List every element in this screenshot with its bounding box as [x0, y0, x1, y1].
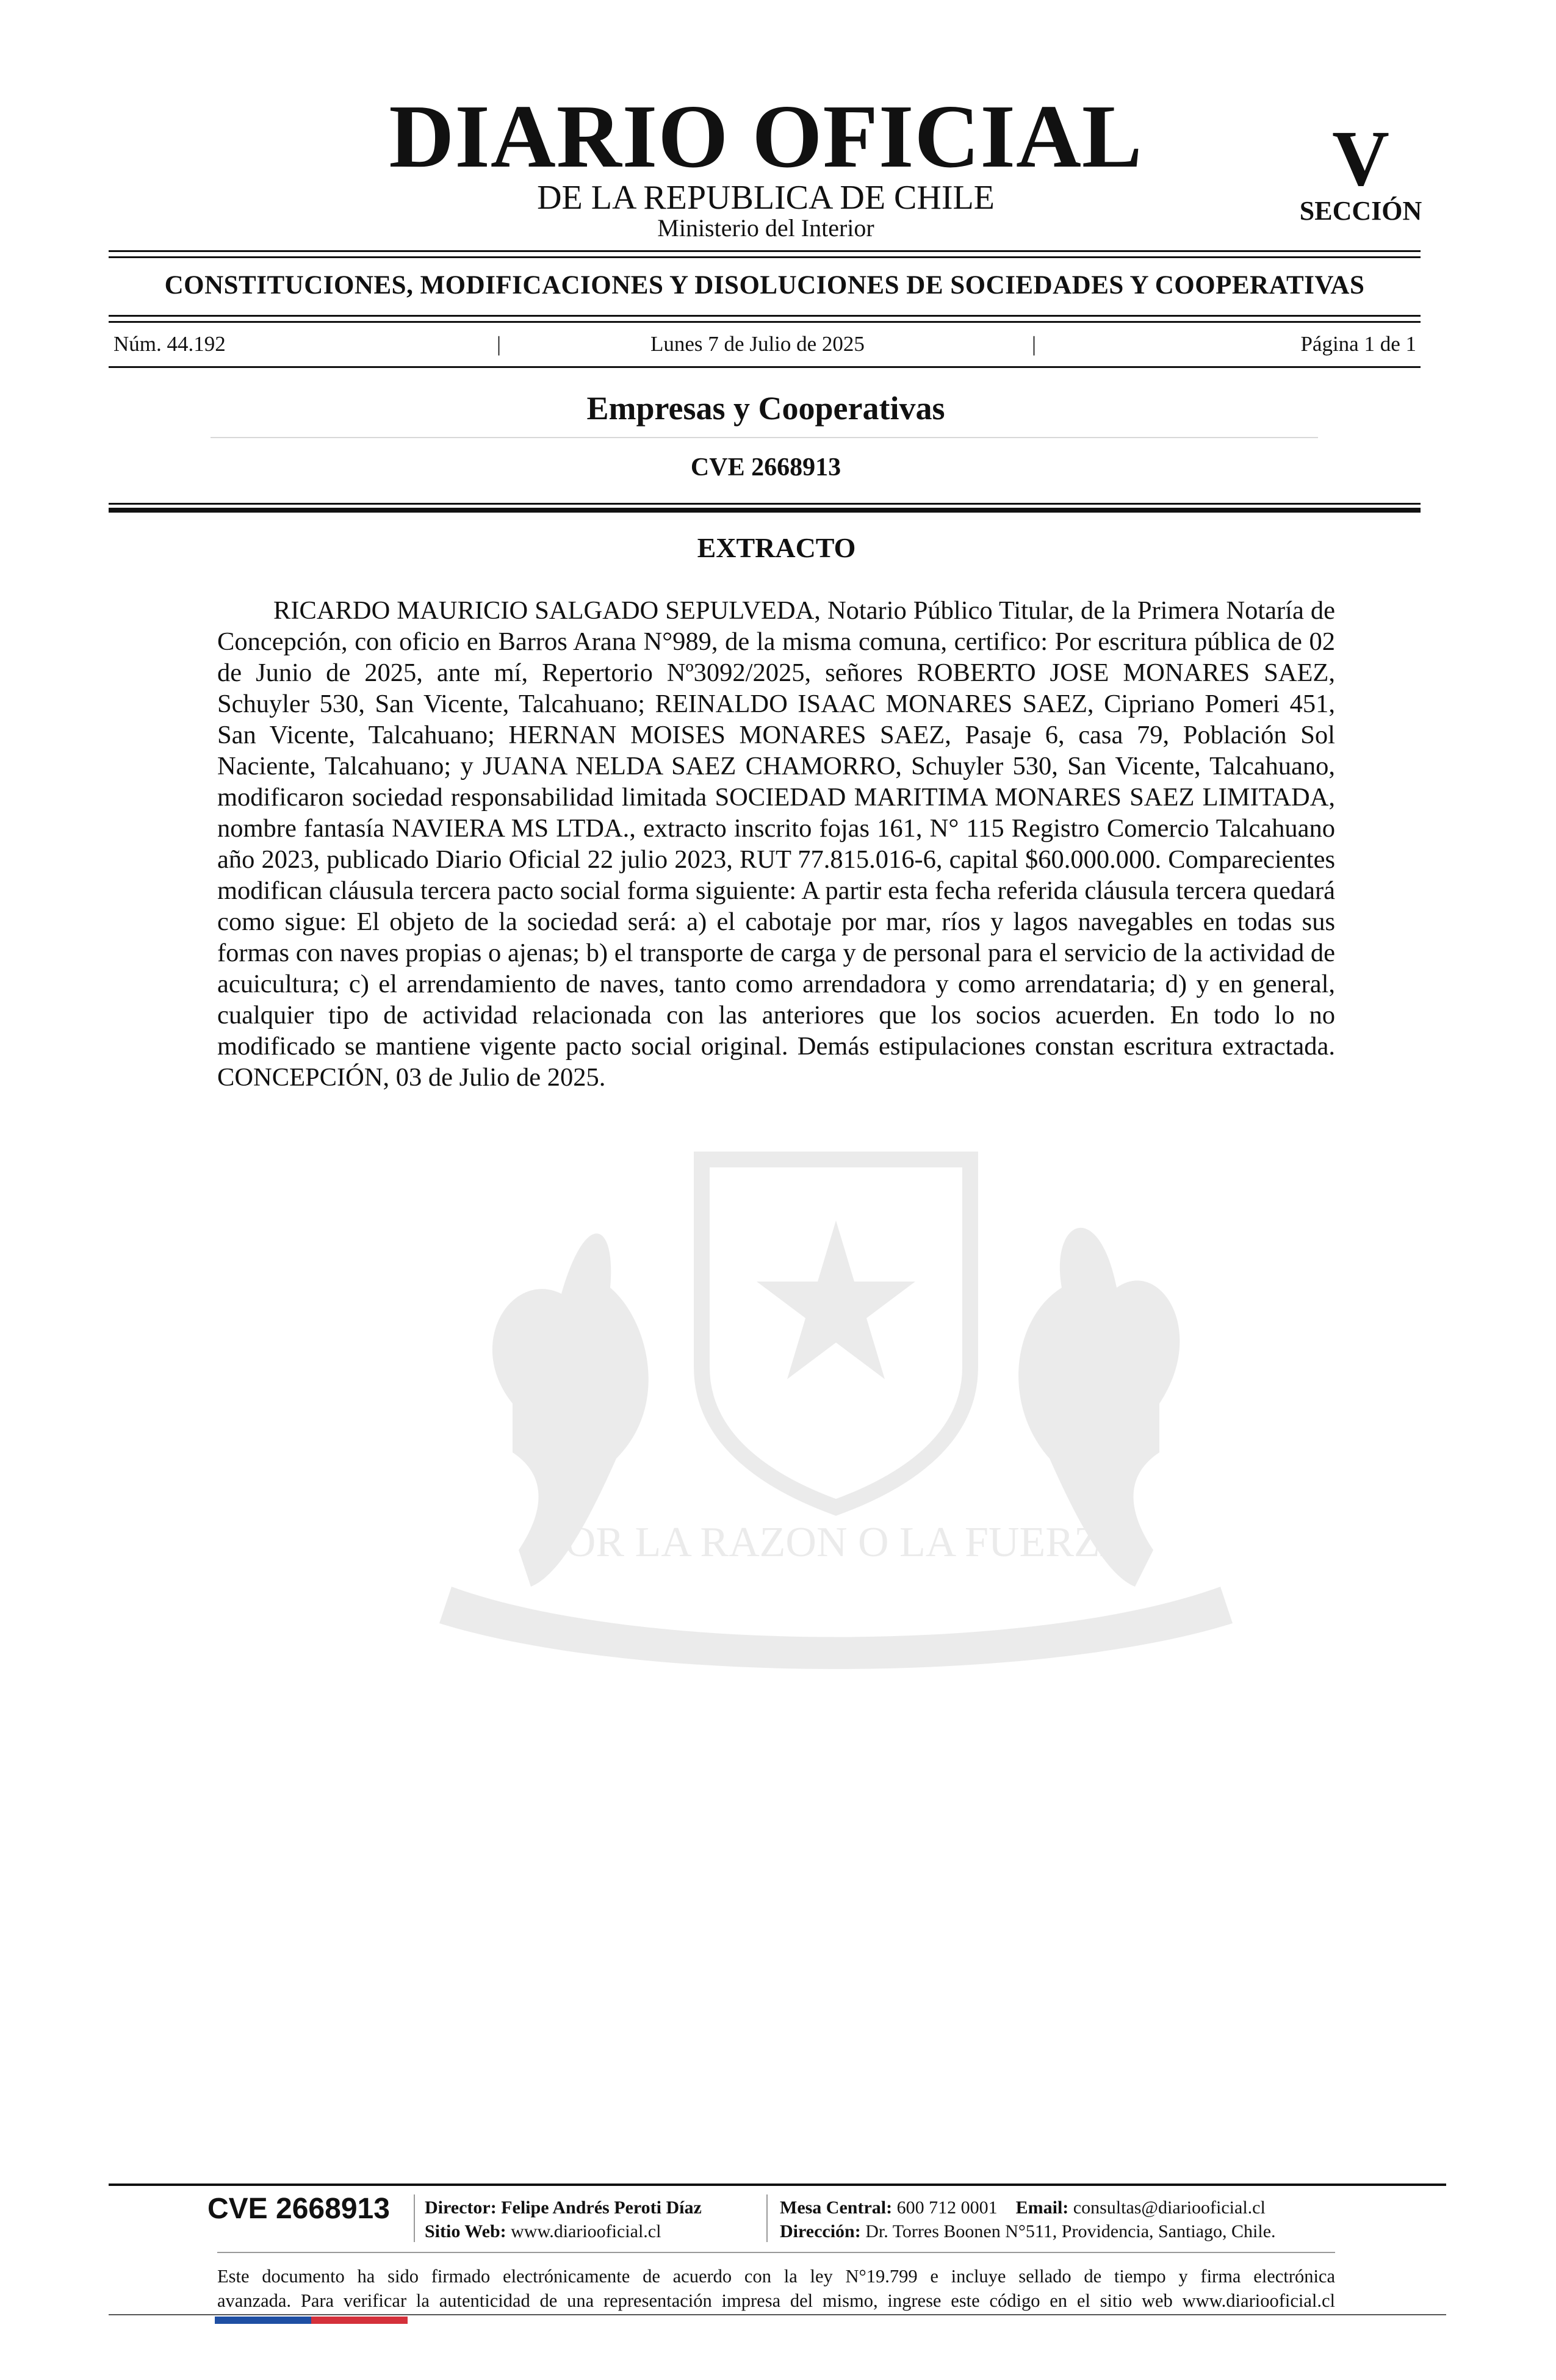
- flag-stripe-blue: [215, 2317, 311, 2324]
- footer-contact-left: [425, 2196, 702, 2243]
- issue-separator: |: [497, 332, 502, 356]
- header-rule-top-2: [109, 256, 1421, 258]
- flag-stripe-red: [311, 2317, 408, 2324]
- phone-value: 600 712 0001: [896, 2198, 998, 2218]
- signature-note-line: Este documento ha sido firmado electrónicamente de acuerdo con la ley N°19.799 e incluye sellado de tiempo y firma electrónica: [217, 2266, 1335, 2287]
- footer-rule: [109, 2183, 1446, 2186]
- footer-cve-code: CVE 2668913: [207, 2193, 390, 2225]
- cve-code: CVE 2668913: [690, 453, 841, 481]
- category-rule-2: [109, 321, 1421, 323]
- site-label: Sitio Web:: [425, 2221, 506, 2241]
- page-number: Página 1 de 1: [1300, 332, 1416, 356]
- footer-divider: [766, 2194, 768, 2242]
- section-letter: V: [1332, 115, 1389, 203]
- content-rule-thick: [109, 508, 1421, 513]
- extract-body: RICARDO MAURICIO SALGADO SEPULVEDA, Notario Público Titular, de la Primera Notaría de Concepción, con oficio en Barros Arana N°989, de la misma comuna, certifico: Por escritura pública de 02 de Junio de 2025, ante mí, Repertorio Nº3092/2025, señores ROBERTO JOSE MONARES SAEZ, Schuyler 530, San Vicente, Talcahuano; REINALDO ISAAC MONARES SAEZ, Cipriano Pomeri 451, San Vicente, Talcahuano; HERNAN MOISES MONARES SAEZ, Pasaje 6, casa 79, Población Sol Naciente, Talcahuano; y JUANA NELDA SAEZ CHAMORRO, Schuyler 530, San Vicente, Talcahuano, modificaron sociedad responsabilidad limitada SOCIEDAD MARITIMA MONARES SAEZ LIMITADA, nombre fantasía NAVIERA MS LTDA., extracto inscrito fojas 161, N° 115 Registro Comercio Talcahuano año 2023, publicado Diario Oficial 22 julio 2023, RUT 77.815.016-6, capital $60.000.000. Comparecientes modifican cláusula tercera pacto social forma siguiente: A partir esta fecha referida cláusula tercera quedará como sigue: El objeto de la sociedad será: a) el cabotaje por mar, ríos y lagos navegables en todas sus formas con naves propias o ajenas; b) el transporte de carga y de personal para el servicio de la actividad de acuicultura; c) el arrendamiento de naves, tanto como arrendadora y como arrendataria; d) y en general, cualquier tipo de actividad relacionada con las anteriores que los socios acuerden. En todo lo no modificado se mantiene vigente pacto social original. Demás estipulaciones constan escritura extractada. CONCEPCIÓN, 03 de Julio de 2025.: [217, 596, 1335, 1092]
- footer-contact-right: [780, 2196, 1276, 2243]
- issue-date: Lunes 7 de Julio de 2025: [650, 332, 865, 356]
- signature-note: [217, 2264, 1335, 2313]
- category-title: CONSTITUCIONES, MODIFICACIONES Y DISOLUCIONES DE SOCIEDADES Y COOPERATIVAS: [164, 271, 1365, 300]
- footer-rule-bottom: [109, 2314, 1446, 2315]
- address-label: Dirección:: [780, 2221, 861, 2241]
- section-title-rule: [211, 437, 1318, 438]
- masthead-title: DIARIO OFICIAL: [389, 87, 1143, 187]
- footer-divider-horizontal: [217, 2252, 1335, 2253]
- section-label: SECCIÓN: [1299, 196, 1422, 226]
- email-label: Email:: [1015, 2198, 1069, 2218]
- header-rule-top: [109, 250, 1421, 252]
- chile-coat-of-arms-icon: [330, 1086, 1342, 1684]
- category-rule: [109, 315, 1421, 317]
- republic-subtitle: DE LA REPUBLICA DE CHILE: [537, 179, 995, 217]
- director-name: Felipe Andrés Peroti Díaz: [501, 2198, 702, 2218]
- issue-separator: |: [1032, 332, 1037, 356]
- phone-label: Mesa Central:: [780, 2198, 893, 2218]
- director-label: Director:: [425, 2198, 497, 2218]
- email-link[interactable]: consultas@diariooficial.cl: [1073, 2198, 1266, 2218]
- content-rule: [109, 503, 1421, 505]
- extract-title: EXTRACTO: [697, 532, 856, 563]
- address-value: Dr. Torres Boonen N°511, Providencia, Santiago, Chile.: [865, 2221, 1276, 2241]
- ministry-subtitle: Ministerio del Interior: [657, 214, 874, 242]
- section-title: Empresas y Cooperativas: [586, 390, 945, 427]
- issue-rule: [109, 366, 1421, 368]
- watermark-motto: POR LA RAZON O LA FUERZA: [541, 1519, 1131, 1566]
- footer-divider: [414, 2194, 415, 2242]
- issue-number: Núm. 44.192: [113, 332, 226, 356]
- signature-note-line: avanzada. Para verificar la autenticidad de una representación impresa del mismo, ingrese este código en el sitio web www.diariooficial.cl: [217, 2290, 1335, 2311]
- site-link[interactable]: www.diariooficial.cl: [511, 2221, 661, 2241]
